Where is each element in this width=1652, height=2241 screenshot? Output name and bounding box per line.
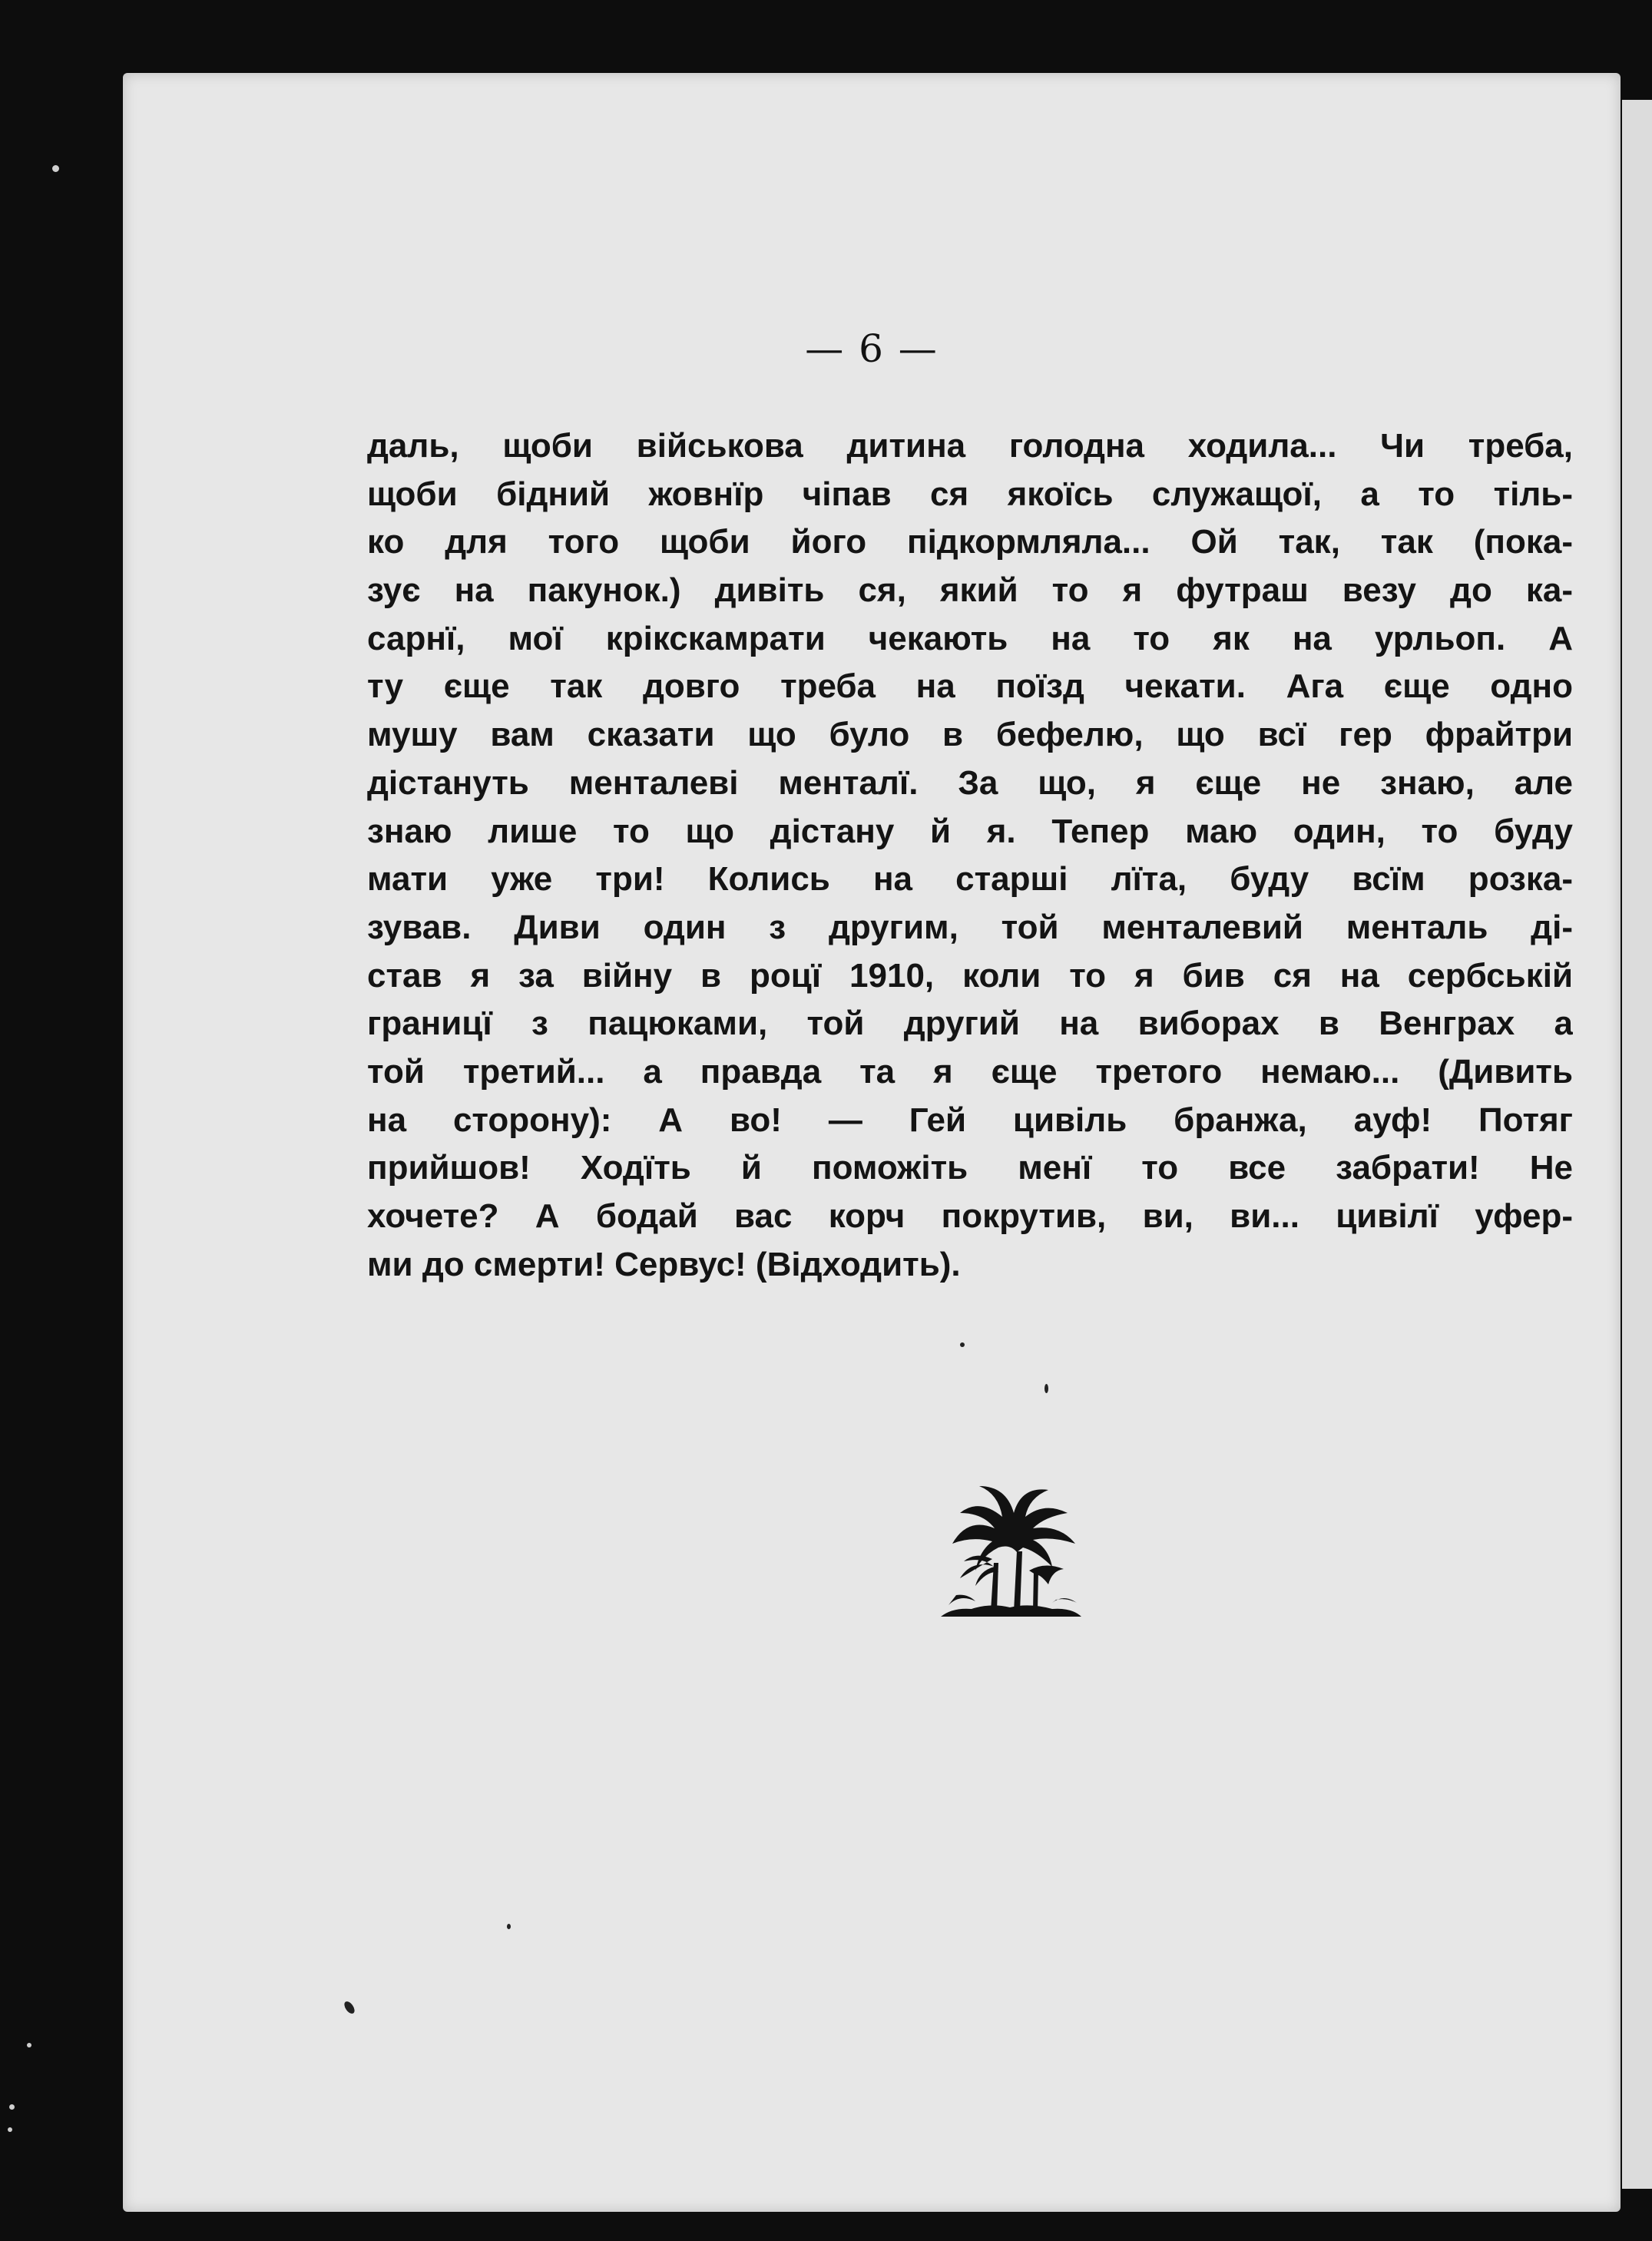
page-number: — 6 — bbox=[805, 326, 939, 371]
text-line: дістануть менталеві менталї. За що, я єще не знаю, але bbox=[367, 763, 1573, 802]
text-line: зував. Диви один з другим, той менталевий менталь ді- bbox=[367, 908, 1573, 946]
text-line: ту єще так довго треба на поїзд чекати. Ага єще одно bbox=[367, 667, 1573, 706]
text-line: зує на пакунок.) дивіть ся, який то я футраш везу до ка- bbox=[367, 571, 1573, 610]
text-line: сарнї, мої крікскамрати чекають на то як на урльоп. А bbox=[367, 619, 1573, 657]
text-line: щоби бідний жовнїр чіпав ся якоїсь служащої, а то тіль- bbox=[367, 475, 1573, 513]
document-page bbox=[123, 73, 1621, 2212]
text-line: ко для того щоби його підкормляла... Ой так, так (пока- bbox=[367, 523, 1573, 561]
text-line: на сторону): А во! — Гей цивіль бранжа, ауф! Потяг bbox=[367, 1101, 1573, 1139]
paper-speck bbox=[1045, 1384, 1048, 1393]
text-line: хочете? А бодай вас корч покрутив, ви, ви... цивілї уфер- bbox=[367, 1197, 1573, 1235]
text-line: став я за війну в роцї 1910, коли то я бив ся на сербській bbox=[367, 956, 1573, 995]
text-line: прийшов! Ходїть й поможіть менї то все забрати! Не bbox=[367, 1149, 1573, 1187]
text-line: мати уже три! Колись на старші лїта, буду всїм розка- bbox=[367, 860, 1573, 899]
border-speck bbox=[52, 165, 59, 172]
paper-speck bbox=[960, 1342, 965, 1347]
text-line: ми до смерти! Сервус! (Відходить). bbox=[367, 1245, 961, 1283]
border-speck bbox=[27, 2043, 31, 2047]
text-line: знаю лише то що дістану й я. Тепер маю один, то буду bbox=[367, 812, 1573, 850]
text-line: границї з пацюками, той другий на виборах в Венграх а bbox=[367, 1005, 1573, 1043]
text-line: даль, щоби військова дитина голодна ходила... Чи треба, bbox=[367, 427, 1573, 465]
text-line: той третий... а правда та я єще третого немаю... (Дивить bbox=[367, 1052, 1573, 1091]
paper-speck bbox=[343, 2000, 357, 2015]
body-text bbox=[367, 422, 1573, 1289]
border-speck bbox=[9, 2104, 15, 2110]
border-speck bbox=[8, 2127, 12, 2132]
palm-tree-vignette-icon bbox=[937, 1471, 1083, 1624]
text-line: мушу вам сказати що було в бефелю, що всї гер фрайтри bbox=[367, 716, 1573, 754]
paper-speck bbox=[507, 1924, 511, 1929]
adjacent-page-edge bbox=[1622, 100, 1652, 2189]
